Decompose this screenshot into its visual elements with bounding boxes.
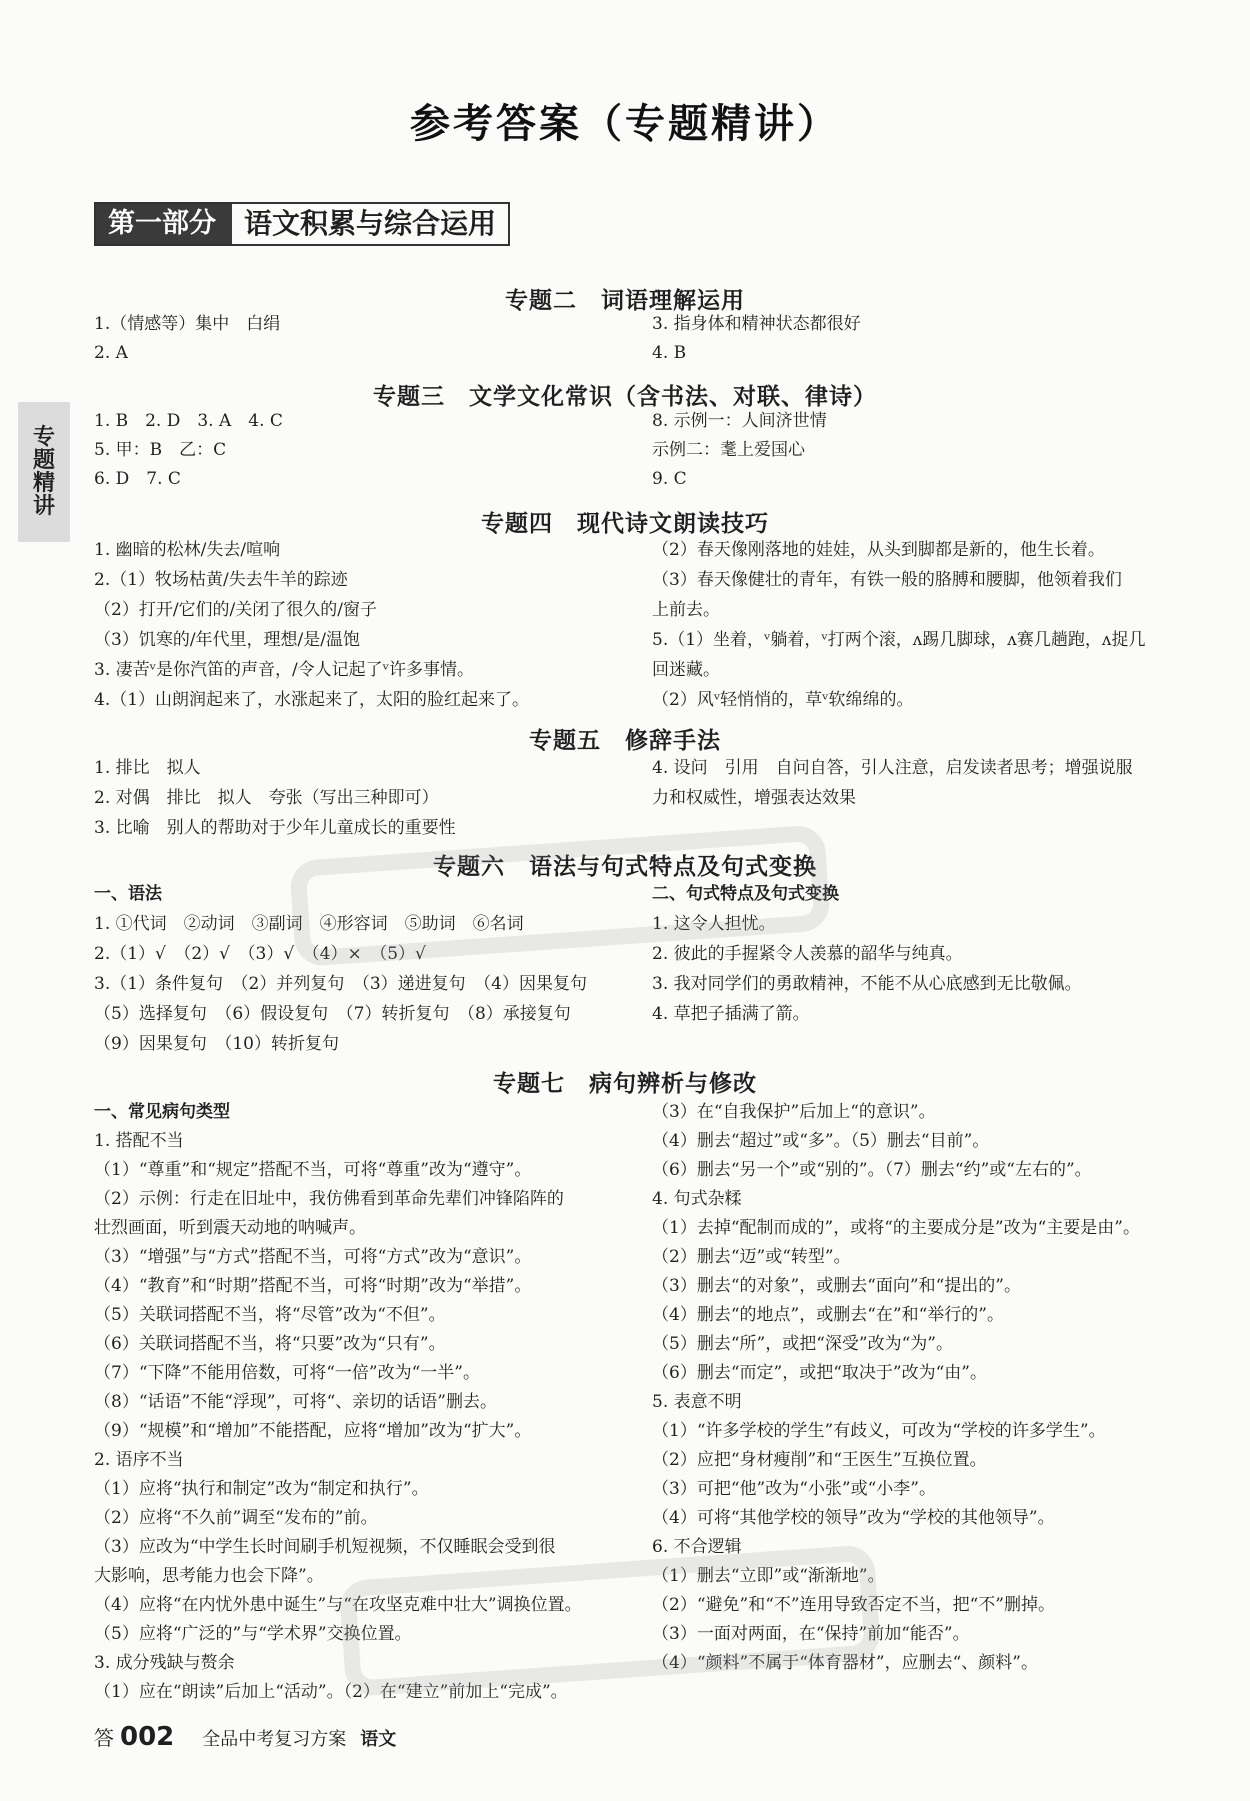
- subsection-title: 二、句式特点及句式变换: [652, 884, 839, 904]
- side-tab-char: 精: [32, 471, 55, 496]
- answer-line: 上前去。: [652, 600, 720, 620]
- answer-line: 1. B 2. D 3. A 4. C: [94, 411, 283, 431]
- answer-line: （6）关联词搭配不当，将“只要”改为“只有”。: [94, 1334, 446, 1354]
- answer-line: （6）删去“另一个”或“别的”。（7）删去“约”或“左右的”。: [652, 1160, 1092, 1180]
- answer-line: （3）一面对两面，在“保持”前加“能否”。: [652, 1624, 970, 1644]
- subsection-title: 一、语法: [94, 884, 162, 904]
- answer-line: （2）春天像刚落地的娃娃，从头到脚都是新的，他生长着。: [652, 540, 1105, 560]
- part-banner: [94, 202, 510, 246]
- answer-line: 9. C: [652, 469, 687, 489]
- answer-line: （5）关联词搭配不当，将“尽管”改为“不但”。: [94, 1305, 446, 1325]
- side-tab-char: 讲: [32, 494, 55, 519]
- page-footer: [94, 1722, 396, 1752]
- section-heading: 专题四 现代诗文朗读技巧: [481, 511, 769, 537]
- answer-line: 6. D 7. C: [94, 469, 181, 489]
- answer-line: （4）可将“其他学校的领导”改为“学校的其他领导”。: [652, 1508, 1055, 1528]
- answer-line: （1）应将“执行和制定”改为“制定和执行”。: [94, 1479, 429, 1499]
- answer-line: （3）应改为“中学生长时间刷手机短视频，不仅睡眠会受到很: [94, 1537, 556, 1557]
- footer-answer-label: 答: [94, 1726, 114, 1750]
- answer-line: 4. B: [652, 343, 687, 363]
- section-heading: 专题五 修辞手法: [529, 728, 721, 754]
- answer-line: （4）删去“超过”或“多”。（5）删去“目前”。: [652, 1131, 990, 1151]
- answer-line: 3.（1）条件复句 （2）并列复句 （3）递进复句 （4）因果复句: [94, 974, 587, 994]
- answer-line: 2. A: [94, 343, 128, 363]
- answer-line: 3. 比喻 别人的帮助对于少年儿童成长的重要性: [94, 818, 456, 838]
- section-heading: 专题六 语法与句式特点及句式变换: [433, 854, 817, 880]
- answer-line: 4. 设问 引用 自问自答，引人注意，启发读者思考；增强说服: [652, 758, 1133, 778]
- answer-line: 6. 不合逻辑: [652, 1537, 742, 1557]
- answer-line: （4）删去“的地点”，或删去“在”和“举行的”。: [652, 1305, 1004, 1325]
- answer-line: （9）“规模”和“增加”不能搭配，应将“增加”改为“扩大”。: [94, 1421, 532, 1441]
- subsection-title: 一、常见病句类型: [94, 1102, 230, 1122]
- answer-line: 4. 句式杂糅: [652, 1189, 742, 1209]
- answer-line: 5. 甲：B 乙：C: [94, 440, 227, 460]
- answer-line: 2. 彼此的手握紧令人羡慕的韶华与纯真。: [652, 944, 963, 964]
- answer-line: 1. 幽暗的松林/失去/喧响: [94, 540, 281, 560]
- answer-line: 1.（情感等）集中 白绢: [94, 314, 281, 334]
- answer-line: （1）去掉“配制而成的”，或将“的主要成分是”改为“主要是由”。: [652, 1218, 1140, 1238]
- answer-line: （6）删去“而定”，或把“取决于”改为“由”。: [652, 1363, 987, 1383]
- answer-line: （1）应在“朗读”后加上“活动”。（2）在“建立”前加上“完成”。: [94, 1682, 568, 1702]
- answer-line: （2）风ᵛ轻悄悄的，草ᵛ软绵绵的。: [652, 690, 914, 710]
- answer-line: 2. 对偶 排比 拟人 夸张（写出三种即可）: [94, 788, 439, 808]
- answer-line: 回迷藏。: [652, 660, 720, 680]
- answer-line: （5）选择复句 （6）假设复句 （7）转折复句 （8）承接复句: [94, 1004, 571, 1024]
- answer-line: 1. 这令人担忧。: [652, 914, 776, 934]
- subject-label: 语文: [360, 1729, 397, 1750]
- answer-line: （2）应把“身材瘦削”和“王医生”互换位置。: [652, 1450, 987, 1470]
- answer-line: （2）应将“不久前”调至“发布的”前。: [94, 1508, 378, 1528]
- answer-line: （3）删去“的对象”，或删去“面向”和“提出的”。: [652, 1276, 1021, 1296]
- answer-line: 8. 示例一：人间济世情: [652, 411, 827, 431]
- answer-line: 示例二：耄上爱国心: [652, 440, 805, 460]
- answer-line: 1. 排比 拟人: [94, 758, 201, 778]
- answer-line: 1. ①代词 ②动词 ③副词 ④形容词 ⑤助词 ⑥名词: [94, 914, 524, 934]
- side-tab-char: 题: [32, 448, 55, 473]
- answer-line: 壮烈画面，听到震天动地的呐喊声。: [94, 1218, 366, 1238]
- page-number: 002: [120, 1722, 175, 1752]
- section-heading: 专题七 病句辨析与修改: [493, 1071, 757, 1097]
- answer-line: （4）应将“在内忧外患中诞生”与“在攻坚克难中壮大”调换位置。: [94, 1595, 582, 1615]
- answer-line: （4）“颜料”不属于“体育器材”，应删去“、颜料”。: [652, 1653, 1038, 1673]
- answer-line: 2.（1）牧场枯黄/失去牛羊的踪迹: [94, 570, 348, 590]
- answer-line: 2. 语序不当: [94, 1450, 184, 1470]
- book-title: 全品中考复习方案: [202, 1729, 347, 1750]
- answer-line: 1. 搭配不当: [94, 1131, 184, 1151]
- answer-line: 力和权威性，增强表达效果: [652, 788, 856, 808]
- section-heading: 专题二 词语理解运用: [505, 288, 745, 314]
- answer-line: 3. 指身体和精神状态都很好: [652, 314, 861, 334]
- answer-line: 3. 凄苦ᵛ是你汽笛的声音，/令人记起了ᵛ许多事情。: [94, 660, 475, 680]
- answer-line: （3）在“自我保护”后加上“的意识”。: [652, 1102, 936, 1122]
- answer-line: （1）“尊重”和“规定”搭配不当，可将“尊重”改为“遵守”。: [94, 1160, 532, 1180]
- answer-line: 4. 草把子插满了箭。: [652, 1004, 810, 1024]
- answer-line: （2）“避免”和“不”连用导致否定不当，把“不”删掉。: [652, 1595, 1055, 1615]
- answer-line: （5）应将“广泛的”与“学术界”交换位置。: [94, 1624, 412, 1644]
- page-title: 参考答案（专题精讲）: [410, 101, 840, 147]
- answer-line: （3）“增强”与“方式”搭配不当，可将“方式”改为“意识”。: [94, 1247, 532, 1267]
- answer-line: （3）可把“他”改为“小张”或“小李”。: [652, 1479, 936, 1499]
- side-tab-char: 专: [32, 425, 55, 450]
- part-name: 语文积累与综合运用: [228, 204, 508, 244]
- answer-line: （2）打开/它们的/关闭了很久的/窗子: [94, 600, 377, 620]
- answer-line: （4）“教育”和“时期”搭配不当，可将“时期”改为“举措”。: [94, 1276, 532, 1296]
- answer-line: （7）“下降”不能用倍数，可将“一倍”改为“一半”。: [94, 1363, 480, 1383]
- answer-line: 5. 表意不明: [652, 1392, 742, 1412]
- answer-line: （9）因果复句 （10）转折复句: [94, 1034, 339, 1054]
- answer-line: 3. 成分残缺与赘余: [94, 1653, 235, 1673]
- answer-line: 3. 我对同学们的勇敢精神，不能不从心底感到无比敬佩。: [652, 974, 1082, 994]
- answer-line: （5）删去“所”，或把“深受”改为“为”。: [652, 1334, 953, 1354]
- answer-line: 4.（1）山朗润起来了，水涨起来了，太阳的脸红起来了。: [94, 690, 530, 710]
- answer-line: 5.（1）坐着，ᵛ躺着，ᵛ打两个滚，ᴧ踢几脚球，ᴧ赛几趟跑，ᴧ捉几: [652, 630, 1146, 650]
- answer-line: （1）删去“立即”或“渐渐地”。: [652, 1566, 885, 1586]
- section-heading: 专题三 文学文化常识（含书法、对联、律诗）: [373, 384, 877, 410]
- answer-line: 2.（1）√ （2）√ （3）√ （4）× （5）√: [94, 944, 426, 964]
- part-tag: 第一部分: [96, 204, 228, 244]
- answer-line: （2）示例：行走在旧址中，我仿佛看到革命先辈们冲锋陷阵的: [94, 1189, 564, 1209]
- answer-line: （8）“话语”不能“浮现”，可将“、亲切的话语”删去。: [94, 1392, 497, 1412]
- answer-line: （3）饥寒的/年代里，理想/是/温饱: [94, 630, 360, 650]
- answer-line: （2）删去“迈”或“转型”。: [652, 1247, 851, 1267]
- answer-line: （3）春天像健壮的青年，有铁一般的胳膊和腰脚，他领着我们: [652, 570, 1122, 590]
- answer-line: （1）“许多学校的学生”有歧义，可改为“学校的许多学生”。: [652, 1421, 1106, 1441]
- answer-line: 大影响，思考能力也会下降”。: [94, 1566, 324, 1586]
